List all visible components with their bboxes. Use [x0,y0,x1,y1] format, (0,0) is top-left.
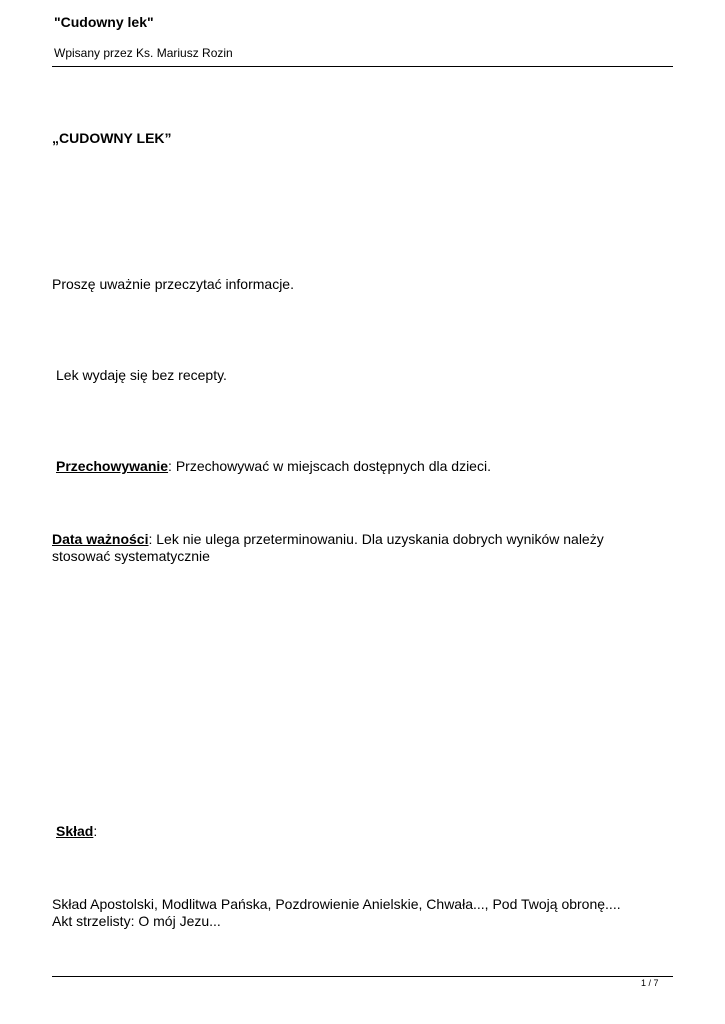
header-author: Wpisany przez Ks. Mariusz Rozin [54,46,233,60]
composition-label: Skład [56,823,94,839]
composition-text: : [93,823,98,839]
footer-divider [52,976,673,977]
storage-label: Przechowywanie [56,458,169,474]
composition-paragraph [56,823,97,840]
otc-paragraph: Lek wydaję się bez recepty. [56,367,227,383]
storage-text: : Przechowywać w miejscach dostępnych dla dzieci. [168,458,491,474]
header-title: "Cudowny lek" [54,14,154,30]
expiry-text: : Lek nie ulega przeterminowaniu. Dla uzyskania dobrych wyników należy stosować systematycznie [52,531,604,564]
ingredients-paragraph [52,896,682,930]
storage-paragraph [56,458,491,475]
expiry-paragraph [52,531,652,565]
info-paragraph: Proszę uważnie przeczytać informacje. [52,276,294,292]
page-number: 1 / 7 [641,978,659,988]
ingredients-line-2: Akt strzelisty: O mój Jezu... [52,913,221,929]
ingredients-line-1: Skład Apostolski, Modlitwa Pańska, Pozdrowienie Anielskie, Chwała..., Pod Twoją obronę.... [52,896,621,912]
document-title: „CUDOWNY LEK” [52,130,172,146]
header-divider [52,66,673,67]
expiry-label: Data ważności [52,531,149,547]
